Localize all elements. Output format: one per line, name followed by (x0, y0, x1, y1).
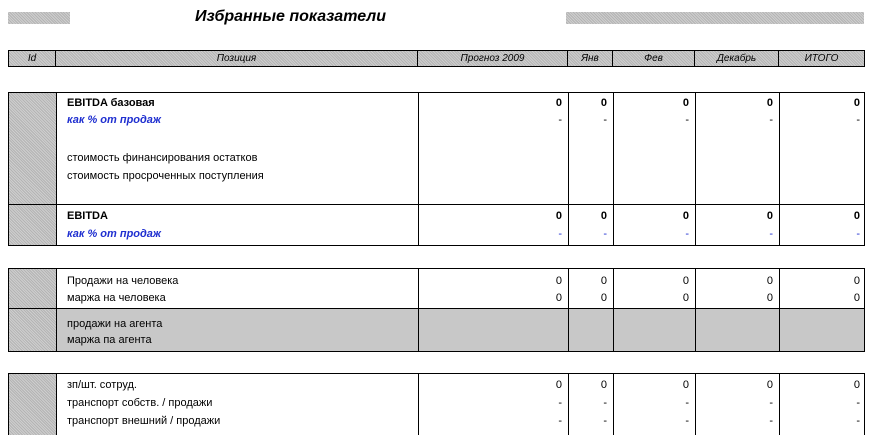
id-cell (9, 93, 56, 204)
cell-value: 0 (766, 210, 773, 222)
cell-value: - (856, 397, 860, 409)
cell-value: 0 (682, 379, 689, 391)
cell-value: 0 (766, 275, 773, 287)
cell-value: 0 (600, 97, 607, 109)
section-agent (8, 308, 865, 352)
row-label: маржа на человека (67, 292, 166, 304)
table-header (8, 50, 865, 67)
cell-value: 0 (600, 275, 607, 287)
row-label: EBITDA базовая (67, 97, 155, 109)
cell-value: - (558, 415, 562, 427)
cell-value: 0 (853, 210, 860, 222)
cell-value: - (603, 228, 607, 240)
row-label: как % от продаж (67, 114, 162, 126)
row-label: Продажи на человека (67, 275, 179, 287)
cell-value: - (685, 114, 689, 126)
cell-value: - (603, 415, 607, 427)
section-ebitda (8, 204, 865, 246)
row-label: транспорт внешний / продажи (67, 415, 221, 427)
cell-value: - (856, 415, 860, 427)
row-label: зп/шт. сотруд. (67, 379, 137, 391)
cell-value: - (769, 228, 773, 240)
cell-value: - (856, 228, 860, 240)
cell-value: 0 (600, 210, 607, 222)
cell-value: 0 (555, 275, 562, 287)
cell-value: - (558, 114, 562, 126)
row-label: транспорт собств. / продажи (67, 397, 213, 409)
header-feb: Фев (613, 51, 695, 66)
cell-value: 0 (853, 97, 860, 109)
id-cell (9, 309, 56, 351)
id-cell (9, 205, 56, 245)
cell-value: 0 (853, 379, 860, 391)
cell-value: - (603, 114, 607, 126)
cell-value: - (685, 228, 689, 240)
cell-value: - (856, 114, 860, 126)
header-forecast: Прогноз 2009 (418, 51, 568, 66)
row-label: EBITDA (67, 210, 108, 222)
title-bar-right (566, 12, 864, 24)
cell-value: 0 (853, 292, 860, 304)
cell-value: - (769, 397, 773, 409)
cell-value: - (558, 228, 562, 240)
row-label: стоимость финансирования остатков (67, 152, 258, 164)
cell-value: 0 (555, 379, 562, 391)
cell-value: 0 (682, 97, 689, 109)
cell-value: 0 (853, 275, 860, 287)
section-sales-per-person (8, 268, 865, 309)
header-total: ИТОГО (804, 53, 839, 64)
cell-value: - (769, 415, 773, 427)
cell-value: 0 (600, 379, 607, 391)
header-id: Id (9, 51, 56, 66)
cell-value: 0 (555, 97, 562, 109)
cell-value: 0 (766, 97, 773, 109)
cell-value: 0 (766, 379, 773, 391)
cell-value: 0 (682, 275, 689, 287)
row-label: как % от продаж (67, 228, 162, 240)
section-ebitda-base (8, 92, 865, 205)
cell-value: 0 (682, 292, 689, 304)
title-bar-left (8, 12, 70, 24)
cell-value: - (603, 397, 607, 409)
header-jan: Янв (568, 51, 613, 66)
cell-value: - (685, 415, 689, 427)
cell-value: 0 (555, 292, 562, 304)
header-position: Позиция (56, 51, 418, 66)
header-december: Декабрь (695, 51, 779, 66)
cell-value: - (558, 397, 562, 409)
cell-value: 0 (766, 292, 773, 304)
page-title: Избранные показатели (195, 8, 387, 25)
id-cell (9, 374, 56, 435)
section-salary-transport (8, 373, 865, 435)
row-label: продажи на агента (67, 318, 163, 330)
row-label: маржа па агента (67, 334, 152, 346)
cell-value: 0 (682, 210, 689, 222)
cell-value: 0 (600, 292, 607, 304)
id-cell (9, 269, 56, 308)
row-label: стоимость просроченных поступления (67, 170, 264, 182)
cell-value: - (685, 397, 689, 409)
cell-value: - (769, 114, 773, 126)
cell-value: 0 (555, 210, 562, 222)
